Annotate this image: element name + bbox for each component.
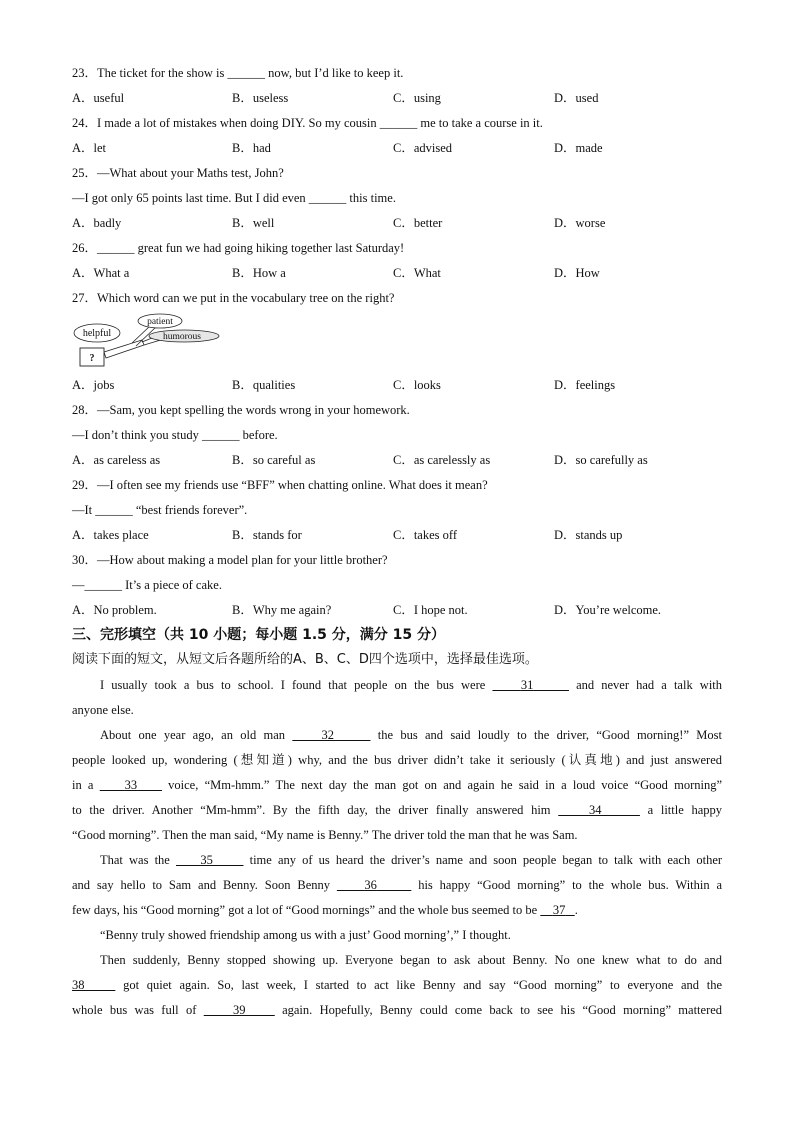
question-29-stem-line2: —It ______ “best friends forever”.	[72, 503, 248, 517]
blank-33: 33	[124, 778, 138, 792]
option-d: D．so carefully as	[554, 453, 648, 467]
passage-line: whole bus was full of 39 again. Hopefully, Benny could come back to see his “Good morning” mattered	[72, 1003, 723, 1017]
passage-line: 38 got quiet again. So, last week, I started to act like Benny and say “Good morning” to everyone and the	[72, 978, 723, 992]
section-instruction: 阅读下面的短文，从短文后各题所给的A、B、C、D四个选项中，选择最佳选项。	[72, 652, 538, 667]
blank-36: 36	[364, 878, 377, 892]
option-a: A．let	[72, 141, 107, 155]
option-b: B．had	[232, 141, 271, 155]
question-26-stem: 26．______ great fun we had going hiking together last Saturday!	[72, 241, 405, 255]
passage-line: “Benny truly showed friendship among us with a just’ Good morning’,” I thought.	[100, 928, 511, 942]
option-a: A．badly	[72, 216, 122, 230]
option-a: A．as careless as	[72, 453, 161, 467]
blank-32: 32	[321, 728, 334, 742]
option-c: C．better	[393, 216, 443, 230]
passage-line: and say hello to Sam and Benny. Soon Benny 36 his happy “Good morning” to the whole bus. Within a	[72, 878, 723, 892]
question-25-options	[72, 215, 722, 231]
option-a: A．jobs	[72, 378, 115, 392]
option-d: D．feelings	[554, 378, 616, 392]
option-d: D．You’re welcome.	[554, 603, 662, 617]
question-23-stem: 23．The ticket for the show is ______ now, but I’d like to keep it.	[72, 66, 404, 80]
option-b: B．stands for	[232, 528, 302, 542]
section-title: 三、完形填空（共 10 小题；每小题 1.5 分，满分 15 分）	[72, 627, 446, 643]
passage-line: anyone else.	[72, 703, 134, 717]
option-b: B．qualities	[232, 378, 296, 392]
diagram-word-humorous: humorous	[163, 332, 201, 342]
option-a: A．What a	[72, 266, 130, 280]
question-30-options	[72, 602, 722, 618]
question-29-options	[72, 527, 722, 543]
vocabulary-tree-diagram	[72, 312, 222, 370]
question-28-stem-line2: —I don’t think you study ______ before.	[72, 428, 278, 442]
question-25-stem-line2: —I got only 65 points last time. But I did even ______ this time.	[72, 191, 396, 205]
question-25-stem: 25．—What about your Maths test, John?	[72, 166, 284, 180]
option-c: C．I hope not.	[393, 603, 468, 617]
blank-34: 34	[588, 803, 602, 817]
passage-line: in a 33 voice, “Mm-hmm.” The next day the man got on and again he said in a loud voice “Good morning”	[72, 778, 723, 792]
option-b: B．Why me again?	[232, 603, 332, 617]
option-b: B．so careful as	[232, 453, 316, 467]
option-d: D．How	[554, 266, 600, 280]
blank-37: 37	[552, 903, 566, 917]
passage-line: I usually took a bus to school. I found that people on the bus were 31 and never had a talk with	[100, 678, 723, 692]
passage-line: few days, his “Good morning” got a lot of “Good mornings” and the whole bus seemed to be 37 .	[72, 903, 578, 917]
option-c: C．takes off	[393, 528, 457, 542]
option-c: C．as carelessly as	[393, 453, 491, 467]
option-c: C．advised	[393, 141, 453, 155]
blank-35: 35	[200, 853, 213, 867]
option-c: C．What	[393, 266, 441, 280]
option-c: C．using	[393, 91, 441, 105]
question-27-options	[72, 377, 722, 393]
question-27-stem: 27．Which word can we put in the vocabulary tree on the right?	[72, 291, 395, 305]
question-24-options	[72, 140, 722, 156]
question-23-options	[72, 90, 722, 106]
passage-line: That was the 35 time any of us heard the driver’s name and soon people began to talk with each other	[100, 853, 723, 867]
question-28-options	[72, 452, 722, 468]
option-b: B．How a	[232, 266, 286, 280]
option-a: A．useful	[72, 91, 125, 105]
option-d: D．made	[554, 141, 603, 155]
passage-line: to the driver. Another “Mm-hmm”. By the fifth day, the driver finally answered him 34 a little happy	[72, 803, 722, 817]
option-a: A．takes place	[72, 528, 149, 542]
passage-line: “Good morning”. Then the man said, “My name is Benny.” The driver told the man that he was Sam.	[72, 828, 578, 842]
option-b: B．useless	[232, 91, 289, 105]
diagram-word-helpful: helpful	[82, 328, 112, 339]
diagram-word-question: ?	[89, 353, 95, 364]
passage-line: people looked up, wondering (想知道) why, and the bus driver didn’t take it seriously (认真地) and just answered	[72, 753, 722, 767]
question-30-stem-line2: —______ It’s a piece of cake.	[72, 578, 222, 592]
question-30-stem: 30．—How about making a model plan for your little brother?	[72, 553, 388, 567]
question-28-stem: 28．—Sam, you kept spelling the words wrong in your homework.	[72, 403, 410, 417]
blank-39: 39	[232, 1003, 246, 1017]
diagram-word-patient: patient	[147, 317, 173, 327]
passage-line: Then suddenly, Benny stopped showing up. Everyone began to ask about Benny. No one knew what to do and	[100, 953, 722, 967]
blank-31: 31	[520, 678, 534, 692]
option-d: D．stands up	[554, 528, 623, 542]
option-a: A．No problem.	[72, 603, 157, 617]
question-29-stem: 29．—I often see my friends use “BFF” when chatting online. What does it mean?	[72, 478, 488, 492]
option-b: B．well	[232, 216, 275, 230]
option-d: D．worse	[554, 216, 606, 230]
option-c: C．looks	[393, 378, 441, 392]
passage-line: About one year ago, an old man 32 the bus and said loudly to the driver, “Good morning!” Most	[100, 728, 723, 742]
blank-38: 38	[72, 978, 85, 992]
question-26-options	[72, 265, 722, 281]
option-d: D．used	[554, 91, 599, 105]
question-24-stem: 24．I made a lot of mistakes when doing DIY. So my cousin ______ me to take a course in it.	[72, 116, 543, 130]
